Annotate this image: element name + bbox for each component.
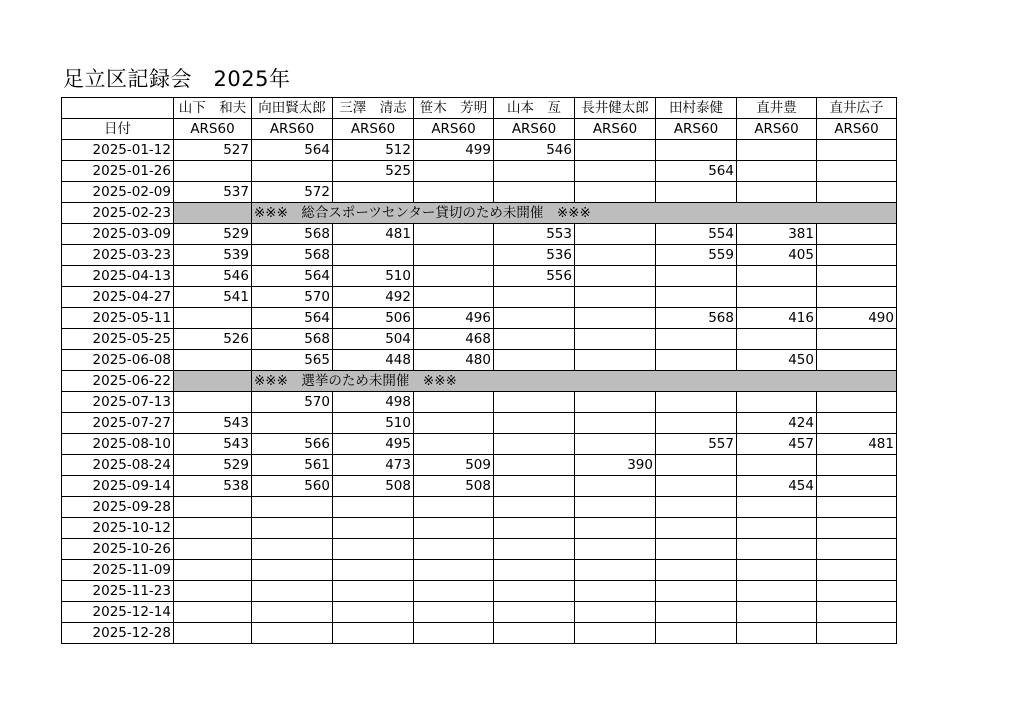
score-cell [817,518,897,539]
score-cell: 568 [656,308,737,329]
score-cell [575,560,656,581]
score-cell: 560 [252,476,333,497]
score-cell [656,623,737,644]
table-row [62,602,897,623]
score-cell [414,581,494,602]
score-cell: 490 [817,308,897,329]
date-cell: 2025-11-09 [62,560,174,581]
score-cell [737,266,817,287]
score-cell: 499 [414,140,494,161]
score-cell [656,182,737,203]
score-cell: 509 [414,455,494,476]
score-cell: 454 [737,476,817,497]
date-cell: 2025-03-23 [62,245,174,266]
score-cell [414,518,494,539]
score-cell [575,140,656,161]
score-cell: 510 [333,266,414,287]
score-cell [575,287,656,308]
score-cell [817,287,897,308]
table-row [62,203,897,224]
score-cell [656,497,737,518]
score-cell [414,434,494,455]
score-cell [656,392,737,413]
score-cell [174,518,252,539]
score-cell: 556 [494,266,575,287]
score-cell [737,392,817,413]
score-cell [252,581,333,602]
member-class-header: ARS60 [494,119,575,140]
score-cell [817,623,897,644]
score-cell [575,539,656,560]
table-row [62,455,897,476]
score-cell [494,602,575,623]
table-row [62,476,897,497]
date-cell: 2025-06-08 [62,350,174,371]
table-row [62,413,897,434]
date-cell: 2025-10-26 [62,539,174,560]
score-cell [494,413,575,434]
date-cell: 2025-12-14 [62,602,174,623]
score-cell: 457 [737,434,817,455]
score-cell: 546 [494,140,575,161]
table-row [62,308,897,329]
member-name-header: 直井豊 [737,98,817,119]
score-cell [414,245,494,266]
score-cell [737,455,817,476]
table-row [62,245,897,266]
score-cell [817,539,897,560]
score-cell [414,392,494,413]
score-cell [174,161,252,182]
score-cell [414,413,494,434]
score-cell [174,623,252,644]
score-cell [414,287,494,308]
score-cell [737,140,817,161]
score-cell [252,560,333,581]
score-cell: 561 [252,455,333,476]
score-cell: 450 [737,350,817,371]
score-cell [174,308,252,329]
score-cell [656,581,737,602]
score-cell [737,161,817,182]
table-row [62,623,897,644]
member-name-header: 長井健太郎 [575,98,656,119]
score-cell [333,623,414,644]
score-cell [656,476,737,497]
score-cell [494,518,575,539]
date-cell: 2025-02-09 [62,182,174,203]
score-cell [817,182,897,203]
score-cell [817,245,897,266]
score-cell [817,266,897,287]
score-cell: 559 [656,245,737,266]
score-cell: 480 [414,350,494,371]
member-class-header: ARS60 [656,119,737,140]
date-cell: 2025-01-12 [62,140,174,161]
score-cell [494,476,575,497]
score-cell [656,287,737,308]
score-cell: 566 [252,434,333,455]
date-cell: 2025-02-23 [62,203,174,224]
score-cell [575,518,656,539]
score-cell [494,287,575,308]
score-cell [817,602,897,623]
member-name-header: 山下 和夫 [174,98,252,119]
date-cell: 2025-10-12 [62,518,174,539]
score-cell [737,623,817,644]
member-name-header: 笹木 芳明 [414,98,494,119]
score-cell [333,560,414,581]
date-cell: 2025-04-13 [62,266,174,287]
score-cell: 390 [575,455,656,476]
score-cell [174,350,252,371]
score-cell [656,455,737,476]
score-cell: 508 [414,476,494,497]
table-row [62,434,897,455]
date-header-blank [62,98,174,119]
score-cell: 554 [656,224,737,245]
score-cell [174,560,252,581]
score-cell [252,413,333,434]
member-class-header: ARS60 [737,119,817,140]
cancellation-note: ※※※ 総合スポーツセンター貸切のため未開催 ※※※ [252,203,897,224]
table-row [62,392,897,413]
member-name-header: 直井広子 [817,98,897,119]
score-cell [817,329,897,350]
score-cell: 570 [252,287,333,308]
score-cell [575,476,656,497]
date-cell: 2025-08-10 [62,434,174,455]
score-cell [817,413,897,434]
score-cell [252,539,333,560]
score-cell: 448 [333,350,414,371]
score-cell [494,434,575,455]
date-cell: 2025-04-27 [62,287,174,308]
score-cell [817,161,897,182]
cancelled-gray-cell [174,203,252,224]
score-cell: 553 [494,224,575,245]
score-cell: 568 [252,224,333,245]
score-cell [494,539,575,560]
score-cell [333,182,414,203]
score-cell: 510 [333,413,414,434]
table-row [62,560,897,581]
score-cell: 572 [252,182,333,203]
score-cell [737,518,817,539]
table-row [62,329,897,350]
table-row [62,182,897,203]
date-cell: 2025-07-27 [62,413,174,434]
date-cell: 2025-05-11 [62,308,174,329]
score-cell [817,497,897,518]
score-cell [333,245,414,266]
member-class-header: ARS60 [252,119,333,140]
score-cell [252,623,333,644]
score-cell [656,329,737,350]
date-cell: 2025-12-28 [62,623,174,644]
score-cell [333,539,414,560]
table-row [62,224,897,245]
score-cell [252,161,333,182]
score-cell: 570 [252,392,333,413]
score-cell [494,581,575,602]
score-cell: 481 [333,224,414,245]
score-cell [817,560,897,581]
score-cell [174,497,252,518]
page-title: 足立区記録会 2025年 [63,67,291,91]
score-cell: 481 [817,434,897,455]
score-cell: 565 [252,350,333,371]
date-cell: 2025-11-23 [62,581,174,602]
score-cell: 529 [174,224,252,245]
member-name-header: 向田賢太郎 [252,98,333,119]
score-cell [817,392,897,413]
score-cell [656,560,737,581]
score-cell [817,140,897,161]
score-cell [414,266,494,287]
score-cell [737,560,817,581]
score-cell: 564 [252,308,333,329]
score-cell [252,497,333,518]
score-cell [333,497,414,518]
score-cell [414,224,494,245]
date-cell: 2025-05-25 [62,329,174,350]
score-cell: 381 [737,224,817,245]
score-cell [656,413,737,434]
score-cell [575,602,656,623]
score-cell: 508 [333,476,414,497]
score-cell [737,329,817,350]
records-table-body [62,98,897,644]
table-row [62,266,897,287]
score-cell [656,602,737,623]
table-row [62,161,897,182]
score-cell [817,455,897,476]
table-row [62,518,897,539]
score-cell [737,287,817,308]
table-row [62,581,897,602]
score-cell: 492 [333,287,414,308]
score-cell [575,224,656,245]
score-cell [252,518,333,539]
member-name-header: 三澤 清志 [333,98,414,119]
score-cell [333,518,414,539]
score-cell: 546 [174,266,252,287]
score-cell [656,140,737,161]
score-cell [494,455,575,476]
score-cell [656,518,737,539]
table-row [62,371,897,392]
score-cell [174,539,252,560]
score-cell [737,182,817,203]
score-cell [737,539,817,560]
score-cell: 529 [174,455,252,476]
score-cell: 557 [656,434,737,455]
cancellation-note: ※※※ 選挙のため未開催 ※※※ [252,371,897,392]
score-cell: 495 [333,434,414,455]
score-cell [656,266,737,287]
score-cell [575,161,656,182]
score-cell [494,161,575,182]
score-cell: 405 [737,245,817,266]
score-cell [174,392,252,413]
score-cell: 506 [333,308,414,329]
score-cell [414,560,494,581]
score-cell: 564 [252,266,333,287]
table-row [62,350,897,371]
score-cell: 525 [333,161,414,182]
cancelled-gray-cell [174,371,252,392]
score-cell: 526 [174,329,252,350]
score-cell [575,245,656,266]
score-cell [817,476,897,497]
score-cell [737,602,817,623]
date-cell: 2025-07-13 [62,392,174,413]
score-cell: 512 [333,140,414,161]
score-cell [575,623,656,644]
score-cell [494,329,575,350]
score-cell: 543 [174,434,252,455]
score-cell: 568 [252,329,333,350]
score-cell [817,224,897,245]
score-cell [575,434,656,455]
score-cell: 564 [252,140,333,161]
member-class-header: ARS60 [575,119,656,140]
score-cell [414,539,494,560]
score-cell [656,539,737,560]
score-cell: 424 [737,413,817,434]
score-cell [575,413,656,434]
score-cell [333,581,414,602]
score-cell [494,182,575,203]
score-cell: 504 [333,329,414,350]
date-column-header: 日付 [62,119,174,140]
score-cell [494,308,575,329]
score-cell: 468 [414,329,494,350]
score-cell: 539 [174,245,252,266]
score-cell: 543 [174,413,252,434]
date-cell: 2025-01-26 [62,161,174,182]
date-cell: 2025-09-14 [62,476,174,497]
table-row [62,539,897,560]
score-cell [494,350,575,371]
member-class-header: ARS60 [414,119,494,140]
score-cell [575,350,656,371]
score-cell [575,392,656,413]
class-header-row [62,119,897,140]
score-cell [575,581,656,602]
score-cell [414,182,494,203]
score-cell [737,581,817,602]
score-cell [414,497,494,518]
score-cell: 473 [333,455,414,476]
score-cell [817,581,897,602]
member-class-header: ARS60 [174,119,252,140]
score-cell [414,602,494,623]
score-cell: 496 [414,308,494,329]
score-cell: 498 [333,392,414,413]
score-cell [174,602,252,623]
score-cell [414,623,494,644]
score-cell [575,266,656,287]
score-cell: 538 [174,476,252,497]
score-cell [494,392,575,413]
score-cell [494,497,575,518]
score-cell [575,308,656,329]
score-cell [737,497,817,518]
score-cell [575,182,656,203]
score-cell [817,350,897,371]
member-name-header: 山本 亙 [494,98,575,119]
score-cell [575,329,656,350]
score-cell [575,497,656,518]
score-cell [494,560,575,581]
date-cell: 2025-06-22 [62,371,174,392]
member-name-header: 田村泰健 [656,98,737,119]
score-cell [414,161,494,182]
table-row [62,287,897,308]
date-cell: 2025-09-28 [62,497,174,518]
date-cell: 2025-08-24 [62,455,174,476]
score-cell: 527 [174,140,252,161]
score-cell [494,623,575,644]
member-class-header: ARS60 [333,119,414,140]
score-cell: 568 [252,245,333,266]
score-cell [656,350,737,371]
table-row [62,140,897,161]
records-table [61,97,897,644]
score-cell: 536 [494,245,575,266]
table-row [62,497,897,518]
name-header-row [62,98,897,119]
score-cell: 541 [174,287,252,308]
score-cell [333,602,414,623]
date-cell: 2025-03-09 [62,224,174,245]
score-cell: 537 [174,182,252,203]
score-cell: 564 [656,161,737,182]
member-class-header: ARS60 [817,119,897,140]
score-cell [252,602,333,623]
score-cell: 416 [737,308,817,329]
score-cell [174,581,252,602]
